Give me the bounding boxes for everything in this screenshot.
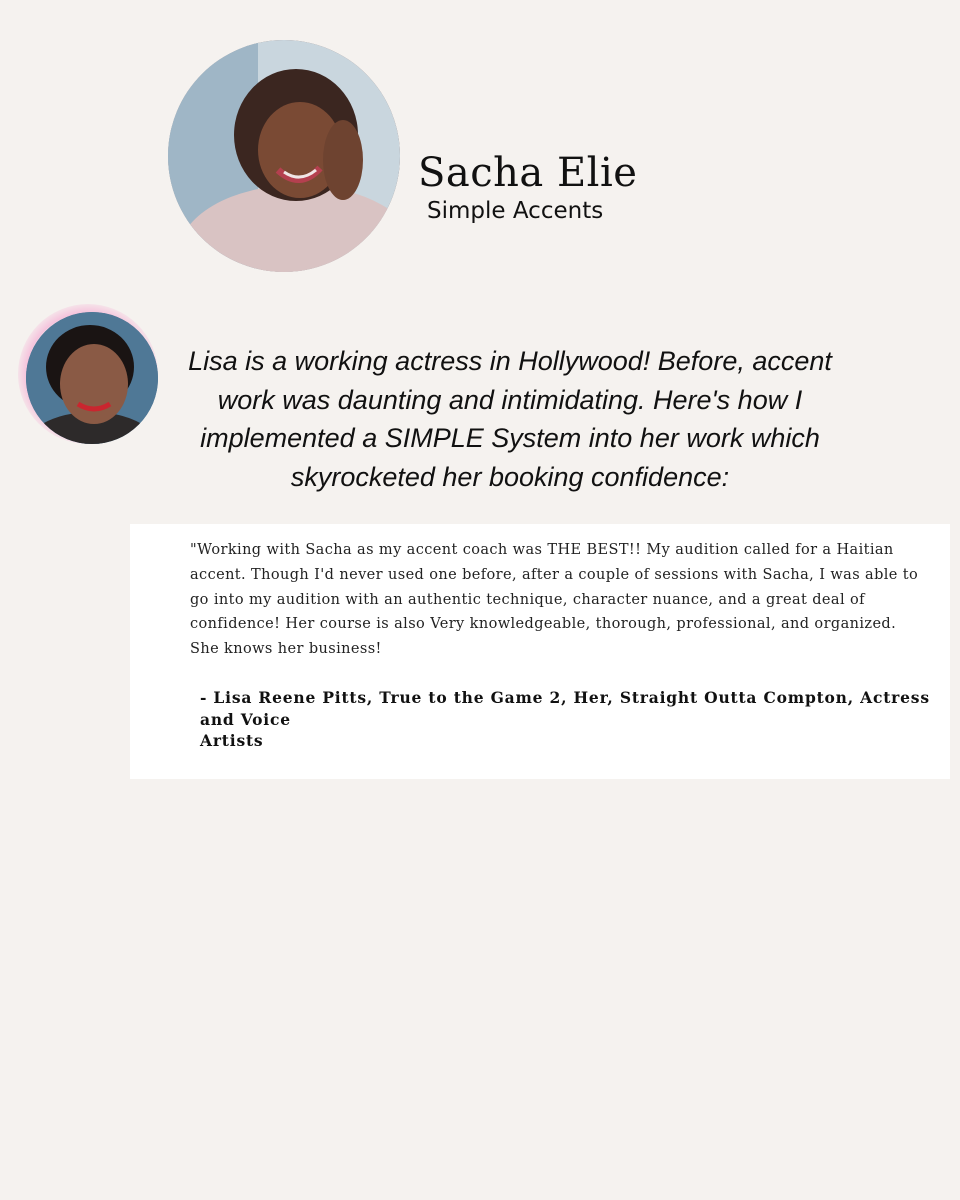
attribution-line: Artists xyxy=(200,731,264,750)
intro-text: Lisa is a working actress in Hollywood! Before, accent work was daunting and intimidating. Here's how I implemented a SIMPLE System into her work which skyrocketed her booking confidence: xyxy=(188,346,832,492)
client-portrait-image xyxy=(26,312,158,444)
attribution-line: - Lisa Reene Pitts, True to the Game 2, Her, Straight Outta Compton, Actress and Voice xyxy=(200,688,930,729)
author-brand: Simple Accents xyxy=(427,198,604,224)
testimonial-quote: "Working with Sacha as my accent coach was THE BEST!! My audition called for a Haitian accent. Though I'd never used one before, after a couple of sessions with Sacha, I was able to go into my audition with an authentic technique, character nuance, and a great deal of confidence! Her course is also Very knowledgeable, thorough, professional, and organized. She knows her business! xyxy=(190,542,919,658)
author-photo xyxy=(168,40,400,272)
author-portrait-image xyxy=(168,40,400,272)
testimonial-card xyxy=(130,524,950,779)
author-name: Sacha Elie xyxy=(418,150,638,196)
client-photo xyxy=(26,312,158,444)
testimonial-attribution xyxy=(200,687,930,752)
